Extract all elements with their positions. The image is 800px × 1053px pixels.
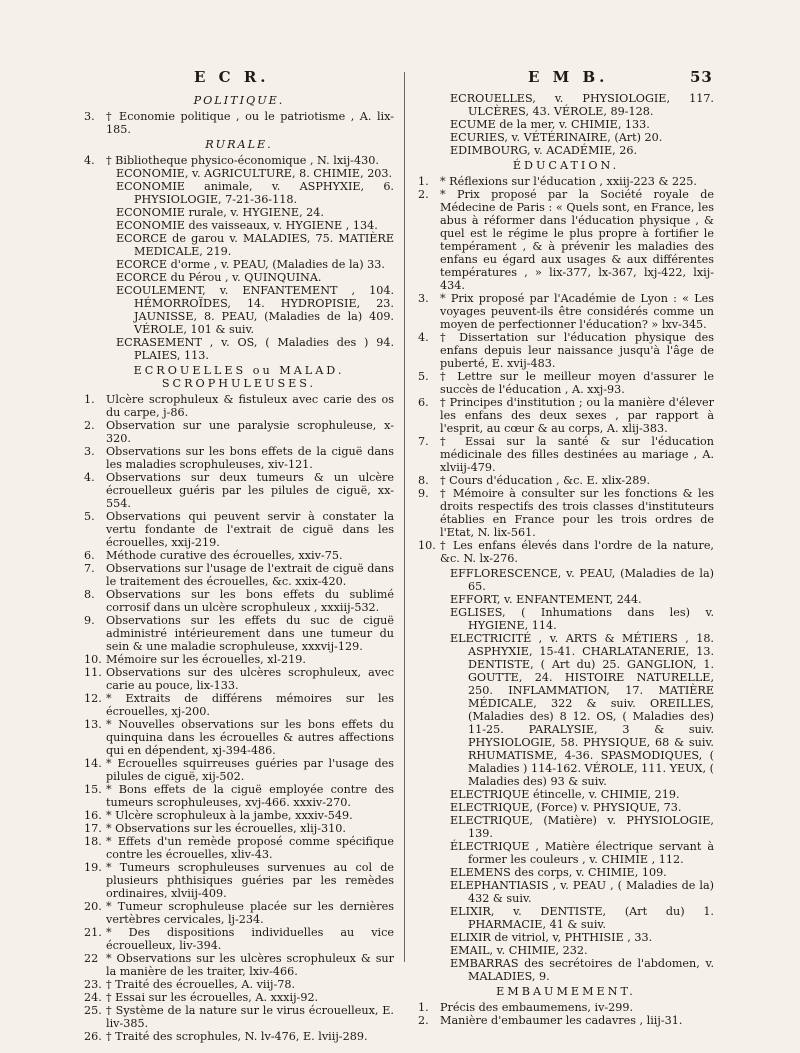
- index-entry: ECOULEMENT, v. ENFANTEMENT , 104. HÉMORROÏDES, 14. HYDROPISIE, 23. JAUNISSE, 8. PEAU, (Maladies de la) 409. VÉROLE, 101 & suiv.: [116, 284, 394, 336]
- index-entry: ELEMENS des corps, v. CHIMIE, 109.: [450, 866, 667, 879]
- entry-number: 20.: [84, 900, 102, 913]
- index-entry: ELIXIR, v. DENTISTE, (Art du) 1. PHARMACIE, 41 & suiv.: [450, 905, 714, 931]
- numbered-entry: [418, 292, 714, 331]
- numbered-entry: [84, 926, 394, 952]
- page-number: 53: [690, 68, 713, 86]
- index-entry: EMAIL, v. CHIMIE, 232.: [450, 944, 588, 957]
- numbered-entry: [84, 419, 394, 445]
- entry-number: 18.: [84, 835, 102, 848]
- index-entry: ELECTRICITÉ , v. ARTS & MÉTIERS , 18. ASPHYXIE, 15-41. CHARLATANERIE, 13. DENTISTE, ( Art du) 25. GANGLION, 1. GOUTTE, 24. HISTOIRE NATURELLE, 250. INFLAMMATION, 17. MATIÈRE MÉDICALE, 322 & suiv. OREILLES, (Maladies des) 8 12. OS, ( Maladies des) 11-25. PARALYSIE, 3 & suiv. PHYSIOLOGIE, 58. PHYSIQUE, 68 & suiv. RHUMATISME, 4-36. SPASMODIQUES, ( Maladies ) 114-162. VÉROLE, 111. YEUX, ( Maladies des) 93 & suiv.: [450, 632, 714, 788]
- index-entry: ECUME de la mer, v. CHIMIE, 133.: [450, 118, 650, 131]
- entry-text: * Prix proposé par l'Académie de Lyon : « Les voyages peuvent-ils être considérés comme un moyen de perfectionner l'éducation? » lxv-345.: [440, 292, 714, 331]
- index-entry: ECONOMIE rurale, v. HYGIENE, 24.: [116, 206, 324, 219]
- right-column: [418, 92, 714, 1027]
- numbered-entry: [84, 1030, 394, 1043]
- entry-text: * Des dispositions individuelles au vice écrouelleux, liv-394.: [106, 926, 394, 952]
- numbered-entry: [84, 809, 394, 822]
- entry-text: * Tumeurs scrophuleuses survenues au col de plusieurs phthisiques guéries par les remèdes ordinaires, xlviij-409.: [106, 861, 394, 900]
- numbered-entry: [84, 991, 394, 1004]
- entry-number: 3.: [84, 110, 95, 123]
- numbered-entry: [84, 718, 394, 757]
- section-heading: RURALE.: [205, 138, 273, 151]
- entry-text: Précis des embaumemens, iv-299.: [440, 1001, 634, 1014]
- index-entry: EMBARRAS des secrétoires de l'abdomen, v. MALADIES, 9.: [450, 957, 714, 983]
- entry-number: 7.: [418, 435, 429, 448]
- index-entry: ECORCE de garou v. MALADIES, 75. MATIÈRE MEDICALE, 219.: [116, 232, 394, 258]
- index-entry: ECORCE du Pérou , v. QUINQUINA.: [116, 271, 322, 284]
- entry-number: 16.: [84, 809, 102, 822]
- entry-text: † Dissertation sur l'éducation physique des enfans depuis leur naissance jusqu'à l'âge de puberté, E. xvij-483.: [440, 331, 714, 370]
- entry-number: 2.: [418, 188, 429, 201]
- entry-number: 13.: [84, 718, 102, 731]
- entry-text: * Observations sur les écrouelles, xlij-310.: [106, 822, 346, 835]
- entry-text: * Ulcère scrophuleux à la jambe, xxxiv-549.: [106, 809, 353, 822]
- entry-number: 12.: [84, 692, 102, 705]
- entry-number: 21.: [84, 926, 102, 939]
- entry-number: 25.: [84, 1004, 102, 1017]
- entry-text: * Observations sur les ulcères scrophuleux & sur la manière de les traiter, lxiv-466.: [106, 952, 394, 978]
- entry-number: 6.: [84, 549, 95, 562]
- entry-text: Méthode curative des écrouelles, xxiv-75.: [106, 549, 343, 562]
- numbered-entry: [84, 900, 394, 926]
- entry-text: * Réflexions sur l'éducation , xxiij-223 & 225.: [440, 175, 697, 188]
- entry-text: Observations sur les bons effets du sublimé corrosif dans un ulcère scrophuleux , xxxiij-532.: [106, 588, 394, 614]
- entry-number: 23.: [84, 978, 102, 991]
- numbered-entry: [418, 1014, 714, 1027]
- numbered-entry: [84, 445, 394, 471]
- column-divider: [404, 72, 405, 962]
- entry-text: † Lettre sur le meilleur moyen d'assurer le succès de l'éducation , A. xxj-93.: [440, 370, 714, 396]
- entry-text: Observations sur les effets du suc de ciguë administré intérieurement dans une tumeur du sein & une maladie scrophuleuse, xxxvij-129.: [106, 614, 394, 653]
- numbered-entry: [84, 835, 394, 861]
- numbered-entry: [84, 110, 394, 136]
- entry-number: 4.: [84, 154, 95, 167]
- numbered-entry: [418, 435, 714, 474]
- entry-text: † Economie politique , ou le patriotisme , A. lix-185.: [106, 110, 394, 136]
- entry-text: Manière d'embaumer les cadavres , liij-31.: [440, 1014, 683, 1027]
- entry-number: 22: [84, 952, 99, 965]
- section-heading: ECROUELLES ou MALAD. SCROPHULEUSES.: [133, 364, 345, 390]
- entry-number: 6.: [418, 396, 429, 409]
- entry-text: † Bibliotheque physico-économique , N. lxij-430.: [106, 154, 379, 167]
- index-entry: ÉLECTRIQUE , Matière électrique servant à former les couleurs , v. CHIMIE , 112.: [450, 840, 714, 866]
- entry-text: † Essai sur la santé & sur l'éducation médicinale des filles destinées au mariage , A. xlviij-479.: [440, 435, 714, 474]
- entry-text: * Ecrouelles squirreuses guéries par l'usage des pilules de ciguë, xij-502.: [106, 757, 394, 783]
- numbered-entry: [84, 861, 394, 900]
- numbered-entry: [418, 539, 714, 565]
- section-heading: POLITIQUE.: [193, 94, 285, 107]
- entry-text: * Bons effets de la ciguë employée contre des tumeurs scrophuleuses, xvj-466. xxxiv-270.: [106, 783, 394, 809]
- index-entry: EGLISES, ( Inhumations dans les) v. HYGIENE, 114.: [450, 606, 714, 632]
- index-entry: EFFLORESCENCE, v. PEAU, (Maladies de la) 65.: [450, 567, 714, 593]
- entry-number: 14.: [84, 757, 102, 770]
- numbered-entry: [84, 978, 394, 991]
- left-column: [84, 92, 394, 1043]
- entry-number: 17.: [84, 822, 102, 835]
- entry-number: 1.: [418, 1001, 429, 1014]
- index-entry: ECONOMIE des vaisseaux, v. HYGIENE , 134.: [116, 219, 378, 232]
- entry-number: 8.: [84, 588, 95, 601]
- entry-text: † Traité des scrophules, N. lv-476, E. lviij-289.: [106, 1030, 368, 1043]
- numbered-entry: [84, 510, 394, 549]
- entry-number: 9.: [84, 614, 95, 627]
- entry-number: 4.: [418, 331, 429, 344]
- numbered-entry: [84, 154, 394, 167]
- entry-text: † Cours d'éducation , &c. E. xlix-289.: [440, 474, 651, 487]
- entry-number: 7.: [84, 562, 95, 575]
- entry-text: † Système de la nature sur le virus écrouelleux, E. liv-385.: [106, 1004, 394, 1030]
- running-head-left: E C R.: [194, 68, 270, 86]
- numbered-entry: [84, 783, 394, 809]
- section-heading: ÉDUCATION.: [512, 159, 620, 172]
- numbered-entry: [84, 1004, 394, 1030]
- index-entry: ECORCE d'orme , v. PEAU, (Maladies de la) 33.: [116, 258, 385, 271]
- entry-text: † Les enfans élevés dans l'ordre de la nature, &c. N. lx-276.: [440, 539, 714, 565]
- numbered-entry: [418, 331, 714, 370]
- entry-number: 8.: [418, 474, 429, 487]
- entry-number: 15.: [84, 783, 102, 796]
- numbered-entry: [84, 666, 394, 692]
- index-entry: ECROUELLES, v. PHYSIOLOGIE, 117. ULCÈRES, 43. VÉROLE, 89-128.: [450, 92, 714, 118]
- index-entry: ELEPHANTIASIS , v. PEAU , ( Maladies de la) 432 & suiv.: [450, 879, 714, 905]
- entry-number: 10.: [84, 653, 102, 666]
- entry-text: Observations sur les bons effets de la ciguë dans les maladies scrophuleuses, xiv-121.: [106, 445, 394, 471]
- index-entry: ELECTRIQUE, (Matière) v. PHYSIOLOGIE, 139.: [450, 814, 714, 840]
- numbered-entry: [418, 474, 714, 487]
- entry-text: Observations sur des ulcères scrophuleux, avec carie au pouce, lix-133.: [106, 666, 394, 692]
- numbered-entry: [84, 952, 394, 978]
- index-entry: ECONOMIE animale, v. ASPHYXIE, 6. PHYSIOLOGIE, 7-21-36-118.: [116, 180, 394, 206]
- numbered-entry: [84, 614, 394, 653]
- entry-number: 2.: [418, 1014, 429, 1027]
- numbered-entry: [84, 588, 394, 614]
- numbered-entry: [84, 549, 394, 562]
- numbered-entry: [84, 757, 394, 783]
- entry-number: 3.: [84, 445, 95, 458]
- entry-number: 4.: [84, 471, 95, 484]
- section-heading: EMBAUMEMENT.: [496, 985, 636, 998]
- index-entry: ELECTRIQUE étincelle, v. CHIMIE, 219.: [450, 788, 680, 801]
- entry-number: 9.: [418, 487, 429, 500]
- entry-number: 3.: [418, 292, 429, 305]
- running-head-right: E M B.: [528, 68, 609, 86]
- numbered-entry: [84, 692, 394, 718]
- index-entry: ECONOMIE, v. AGRICULTURE, 8. CHIMIE, 203.: [116, 167, 393, 180]
- entry-text: * Nouvelles observations sur les bons effets du quinquina dans les écrouelles & autres affections qui en dépendent, xj-394-486.: [106, 718, 394, 757]
- entry-text: † Essai sur les écrouelles, A. xxxij-92.: [106, 991, 319, 1004]
- numbered-entry: [418, 188, 714, 292]
- numbered-entry: [84, 653, 394, 666]
- numbered-entry: [84, 393, 394, 419]
- numbered-entry: [418, 370, 714, 396]
- numbered-entry: [418, 1001, 714, 1014]
- entry-text: † Mémoire à consulter sur les fonctions & les droits respectifs des trois classes d'instituteurs établies en France pour les trois ordres de l'Etat, N. lix-561.: [440, 487, 714, 539]
- entry-number: 11.: [84, 666, 102, 679]
- index-entry: ELECTRIQUE, (Force) v. PHYSIQUE, 73.: [450, 801, 682, 814]
- numbered-entry: [84, 822, 394, 835]
- entry-number: 24.: [84, 991, 102, 1004]
- entry-number: 10.: [418, 539, 436, 552]
- entry-text: * Effets d'un remède proposé comme spécifique contre les écrouelles, xliv-43.: [106, 835, 394, 861]
- index-entry: EDIMBOURG, v. ACADÉMIE, 26.: [450, 144, 638, 157]
- entry-number: 26.: [84, 1030, 102, 1043]
- numbered-entry: [418, 487, 714, 539]
- index-entry: ELIXIR de vitriol, v, PHTHISIE , 33.: [450, 931, 653, 944]
- entry-text: Observations qui peuvent servir à constater la vertu fondante de l'extrait de ciguë dans les écrouelles, xxij-219.: [106, 510, 394, 549]
- entry-text: Observation sur une paralysie scrophuleuse, x-320.: [106, 419, 394, 445]
- index-entry: ECRASEMENT , v. OS, ( Maladies des ) 94. PLAIES, 113.: [116, 336, 394, 362]
- entry-text: * Tumeur scrophuleuse placée sur les dernières vertèbres cervicales, lj-234.: [106, 900, 394, 926]
- entry-number: 19.: [84, 861, 102, 874]
- entry-number: 1.: [418, 175, 429, 188]
- numbered-entry: [84, 471, 394, 510]
- entry-number: 5.: [418, 370, 429, 383]
- entry-text: Observations sur deux tumeurs & un ulcère écrouelleux guéris par les pilules de ciguë, xx-554.: [106, 471, 394, 510]
- entry-text: † Traité des écrouelles, A. viij-78.: [106, 978, 296, 991]
- index-entry: ECURIES, v. VÉTÉRINAIRE, (Art) 20.: [450, 131, 663, 144]
- numbered-entry: [84, 562, 394, 588]
- entry-number: 5.: [84, 510, 95, 523]
- numbered-entry: [418, 175, 714, 188]
- index-entry: EFFORT, v. ENFANTEMENT, 244.: [450, 593, 642, 606]
- entry-number: 1.: [84, 393, 95, 406]
- entry-text: Mémoire sur les écrouelles, xl-219.: [106, 653, 306, 666]
- entry-text: Observations sur l'usage de l'extrait de ciguë dans le traitement des écrouelles, &c. xxix-420.: [106, 562, 394, 588]
- numbered-entry: [418, 396, 714, 435]
- entry-text: * Extraits de différens mémoires sur les écrouelles, xj-200.: [106, 692, 394, 718]
- entry-text: * Prix proposé par la Société royale de Médecine de Paris : « Quels sont, en France, les abus à réformer dans l'éducation physique , & quel est le régime le plus propre à fortifier le tempérament , & à prévenir les maladies des enfans eu égard aux usages & aux différentes températures , » lix-377, lx-367, lxj-422, lxij-434.: [440, 188, 714, 292]
- entry-text: Ulcère scrophuleux & fistuleux avec carie des os du carpe, j-86.: [106, 393, 394, 419]
- entry-text: † Principes d'institution ; ou la manière d'élever les enfans des deux sexes , par rapport à l'esprit, au cœur & au corps, A. xlij-383.: [440, 396, 714, 435]
- entry-number: 2.: [84, 419, 95, 432]
